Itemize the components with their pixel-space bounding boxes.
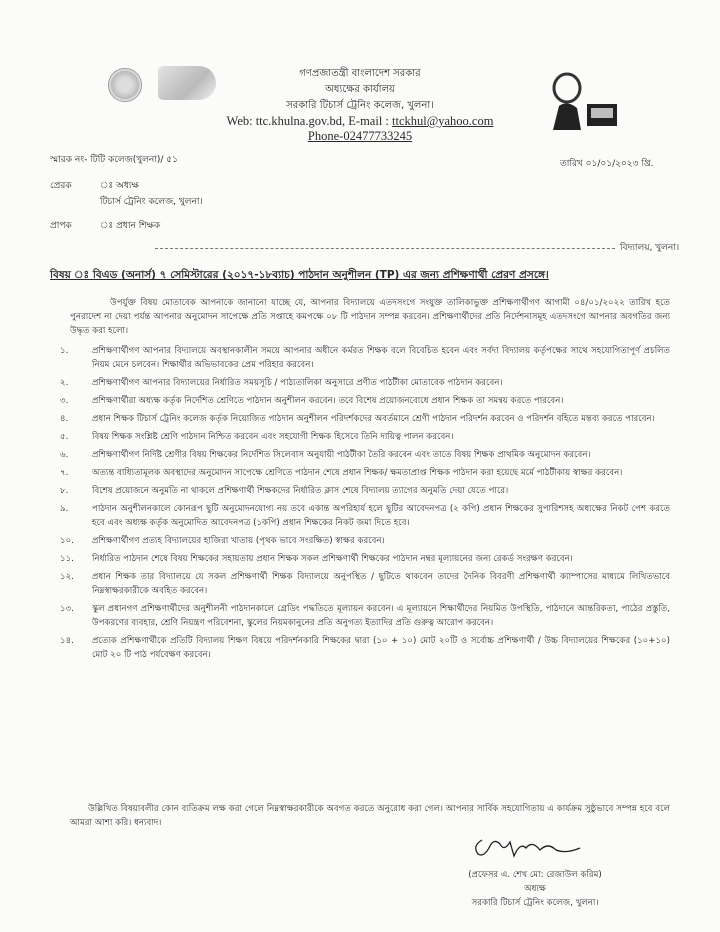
item-number: ৭. xyxy=(60,468,69,478)
item-text: পাঠদান অনুশীলনকালে কোনরূপ ছুটি অনুমোদনযোগ্য নয় তবে একান্ত অপরিহার্য হলে ছুটির আবেদনপত্র (২ কপি) প্রধান শিক্ষকের সুপারিশসহ অধ্যক্ষের নিকট পেশ করতে হবে এবং অধ্যক্ষ কর্তৃক অনুমোদিত আবেদনপত্র (১কপি) প্রধান শিক্ষকের নিকট জমা দিতে হবে। xyxy=(92,504,670,528)
instruction-item xyxy=(60,344,670,372)
item-text: নির্ধারিত পাঠদান শেষে বিষয় শিক্ষকের সহায়তায় প্রধান শিক্ষক সকল প্রশিক্ষণার্থী শিক্ষকের পাঠদান নম্বর মূল্যায়নের জন্য রেকর্ড সংরক্ষণ করবেন। xyxy=(92,554,573,564)
school-name-blank xyxy=(155,248,615,249)
office-name: অধ্যক্ষের কার্যালয় xyxy=(325,84,395,95)
memo-date: তারিখ ০১/০১/২০২৩ খ্রি. xyxy=(560,159,654,169)
closing-paragraph: উল্লিখিত বিষয়াবলীর কোন ব্যতিক্রম লক্ষ করা গেলে নিম্নস্বাক্ষরকারীকে অবগত করতে অনুরোধ করা গেল। আপনার সার্বিক সহযোগিতায় এ কার্যক্রম সুষ্ঠুভাবে সম্পন্ন হবে বলে আমরা আশা করি। ধন্যবাদ। xyxy=(70,804,670,828)
instruction-item xyxy=(60,376,670,390)
memo-ref: স্মারক নং- টিটি কলেজ(খুলনা)/ ৫১ xyxy=(50,155,178,165)
web-label: Web: ttc.khulna.gov.bd, E-mail : xyxy=(226,114,393,128)
instruction-item xyxy=(60,466,670,480)
item-number: ৬. xyxy=(60,450,69,460)
instruction-item xyxy=(60,448,670,462)
item-number: ১১. xyxy=(60,554,74,564)
item-text: প্রত্যেক প্রশিক্ষণার্থীকে প্রতিটি বিদ্যালয় শিক্ষণ বিষয়ে পরিদর্শনকারি শিক্ষকের দ্বারা (১০ + ১০) মোট ২০টি ও সর্বোচ্চ প্রশিক্ষণার্থী / উচ্চ বিদ্যালয়ের শিক্ষকের (১০+১০) মোট ২০ টি পাঠ পর্যবেক্ষণ করবেন। xyxy=(92,636,670,660)
item-number: ২. xyxy=(60,378,69,388)
signature xyxy=(470,832,590,862)
instruction-item xyxy=(60,552,670,566)
intro-paragraph: উপর্যুক্ত বিষয় মোতাবেক আপনাকে জানানো যাচ্ছে যে, আপনার বিদ্যালয়ে এতদসংগে সংযুক্ত তালিকাভুক্ত প্রশিক্ষণার্থীগণ আগামী ০৪/০১/২০২২ তারিখ হতে পুনরাদেশ না দেয়া পর্যন্ত আপনার অনুমোদন সাপেক্ষে প্রতি সপ্তাহে কমপক্ষে ০৮ টি পাঠদান সম্পন্ন করবেন। প্রশিক্ষণার্থীদের প্রতি নির্দেশনাসমূহ এতদসংগে আপনার অবগতির জন্য উদ্ধৃত করা হলো। xyxy=(70,298,670,336)
item-text: অত্যন্ত বাধ্যিতামূলক অবস্থাদের অনুমোদন সাপেক্ষে শ্রেণিতে পাঠদান শেষে প্রধান শিক্ষক/ ক্ষমতাপ্রাপ্ত শিক্ষক পাঠদান করা হয়েছে মর্মে পাঠটীকায় স্বাক্ষর করবেন। xyxy=(92,468,623,478)
from-label: প্রেরক xyxy=(50,181,72,191)
item-number: ১২. xyxy=(60,572,74,582)
item-text: প্রশিক্ষণার্থীগণ নির্দিষ্ট শ্রেণীর বিষয় শিক্ষকের নির্দেশিত সিলেবাস অনুযায়ী পাঠটীকা তৈরি করবেন এবং তাতে বিষয় শিক্ষক প্রাথমিক অনুমোদন করবেন। xyxy=(92,450,591,460)
letterhead xyxy=(0,66,720,144)
instruction-item xyxy=(60,534,670,548)
from-address: টিচার্স ট্রেনিং কলেজ, খুলনা। xyxy=(100,197,203,207)
email-link[interactable]: ttckhul@yahoo.com xyxy=(392,114,494,128)
instruction-item xyxy=(60,502,670,530)
instruction-item xyxy=(60,394,670,408)
item-text: প্রধান শিক্ষক তার বিদ্যালয়ে যে সকল প্রশিক্ষণার্থী শিক্ষক বিদ্যালয়ে অনুপস্থিত / ছুটিতে থাকবেন তাদের দৈনিক বিবরণী প্রশিক্ষণার্থী ক্যাম্পাসের মাধ্যমে লিখিতভাবে নিম্নস্বাক্ষরকারীকে অবহিত করবেন। xyxy=(92,572,670,596)
instruction-item xyxy=(60,412,670,426)
phone-number: Phone-02477733245 xyxy=(307,129,413,143)
to-value: ঃ প্রধান শিক্ষক xyxy=(100,221,161,231)
item-text: স্কুল প্রধানগণ প্রশিক্ষণার্থীদের অনুশীলনী পাঠদানকালে গ্রেডিং পদ্ধতিতে মূল্যায়ন করবেন। এ মূল্যায়নে শিক্ষার্থীদের নিয়মিত উপস্থিতি, পাঠদানে আন্তরিকতা, পাঠের প্রস্তুতি, উপকরণের ব্যবহার, শ্রেণি নিয়ন্ত্রণ পরিবেশনা, স্কুলের নিয়মকানুনের প্রতি অনুগত্য ইত্যাদির প্রতি গুরুত্ব আরোপ করবেন। xyxy=(92,604,670,628)
college-name: সরকারি টিচার্স ট্রেনিং কলেজ, খুলনা। xyxy=(286,100,434,111)
item-text: প্রশিক্ষণার্থীগণ আপনার বিদ্যালয়ের নির্ধারিত সময়সূচি / পাঠ্যতালিকা অনুসারে প্রণীত পাঠটীকা মোতাবেক পাঠদান করবেন। xyxy=(92,378,503,388)
item-number: ৯. xyxy=(60,504,69,514)
item-text: প্রশিক্ষণার্থীগণ আপনার বিদ্যালয়ে অবস্থানকালীন সময়ে আপনার অধীনে কর্মরত শিক্ষক বলে বিবেচিত হবেন এবং সর্বদা বিদ্যালয় কর্তৃপক্ষের সাথে সহযোগিতাপূর্ণ প্রচলিত নিয়ম মেনে চলবেন। শিক্ষার্থীর অভিভাবকের প্রেম পরিহার করবেন। xyxy=(92,346,670,370)
item-text: বিশেষ প্রয়োজনে অনুমতি না থাকলে প্রশিক্ষণার্থী শিক্ষকদের নির্ধারিত ক্লাস শেষে বিদ্যালয় ত্যাগের অনুমতি দেয়া যেতে পারে। xyxy=(92,486,509,496)
signature-block xyxy=(400,868,670,910)
instruction-list xyxy=(60,344,670,666)
subject-line: বিষয় ঃ বিএড (অনার্স) ৭ সেমিস্টারের (২০১৭-১৮ব্যাচ) পাঠদান অনুশীলন (TP) এর জন্য প্রশিক্ষণার্থী প্রেরণ প্রসঙ্গে। xyxy=(50,269,549,281)
item-text: প্রধান শিক্ষক টিচার্স ট্রেনিং কলেজ কর্তৃক নিয়োজিত পাঠদান অনুশীলন পরিদর্শকদের অবর্তমানে শ্রেণী পাঠদান পরিদর্শন করবেন ও পরিদর্শন বহিতে মন্তব্য করতে পারবেন। xyxy=(92,414,655,424)
from-value: ঃ অধ্যক্ষ xyxy=(100,181,139,191)
instruction-item xyxy=(60,634,670,662)
item-text: বিষয় শিক্ষক সংশ্লিষ্ট শ্রেণি পাঠদান নিশ্চিত করবেন এবং সহযোগী শিক্ষক হিসেবে তিনি দায়িত্ব পালন করবেন। xyxy=(92,432,454,442)
item-number: ৮. xyxy=(60,486,69,496)
item-text: প্রশিক্ষণার্থীরা অধ্যক্ষ কর্তৃক নির্দেশিত শ্রেণিতে পাঠদান অনুশীলন করবেন। তবে বিশেষ প্রয়োজনবোধে প্রধান শিক্ষক তা সমন্বয় করতে পারবেন। xyxy=(92,396,564,406)
item-number: ১৩. xyxy=(60,604,74,614)
instruction-item xyxy=(60,484,670,498)
signatory-name: (প্রফেসর এ. শেখ মো: রেজাউল করিম) xyxy=(468,870,602,880)
to-label: প্রাপক xyxy=(50,221,72,231)
government-name: গণপ্রজাতন্ত্রী বাংলাদেশ সরকার xyxy=(299,68,421,79)
item-number: ১০. xyxy=(60,536,74,546)
instruction-item xyxy=(60,570,670,598)
item-number: ৫. xyxy=(60,432,69,442)
to-school-suffix: বিদ্যালয়, খুলনা। xyxy=(620,243,680,253)
instruction-item xyxy=(60,430,670,444)
signatory-title: অধ্যক্ষ xyxy=(524,884,546,894)
signatory-office: সরকারি টিচার্স ট্রেনিং কলেজ, খুলনা। xyxy=(471,898,599,908)
item-text: প্রশিক্ষণার্থীগণ প্রত্যহ বিদ্যালয়ের হাজিরা খাতায় (পৃথক ভাবে সংরক্ষিত) স্বাক্ষর করবেন। xyxy=(92,536,385,546)
item-number: ৪. xyxy=(60,414,69,424)
item-number: ১৪. xyxy=(60,636,74,646)
item-number: ৩. xyxy=(60,396,69,406)
instruction-item xyxy=(60,602,670,630)
item-number: ১. xyxy=(60,346,69,356)
